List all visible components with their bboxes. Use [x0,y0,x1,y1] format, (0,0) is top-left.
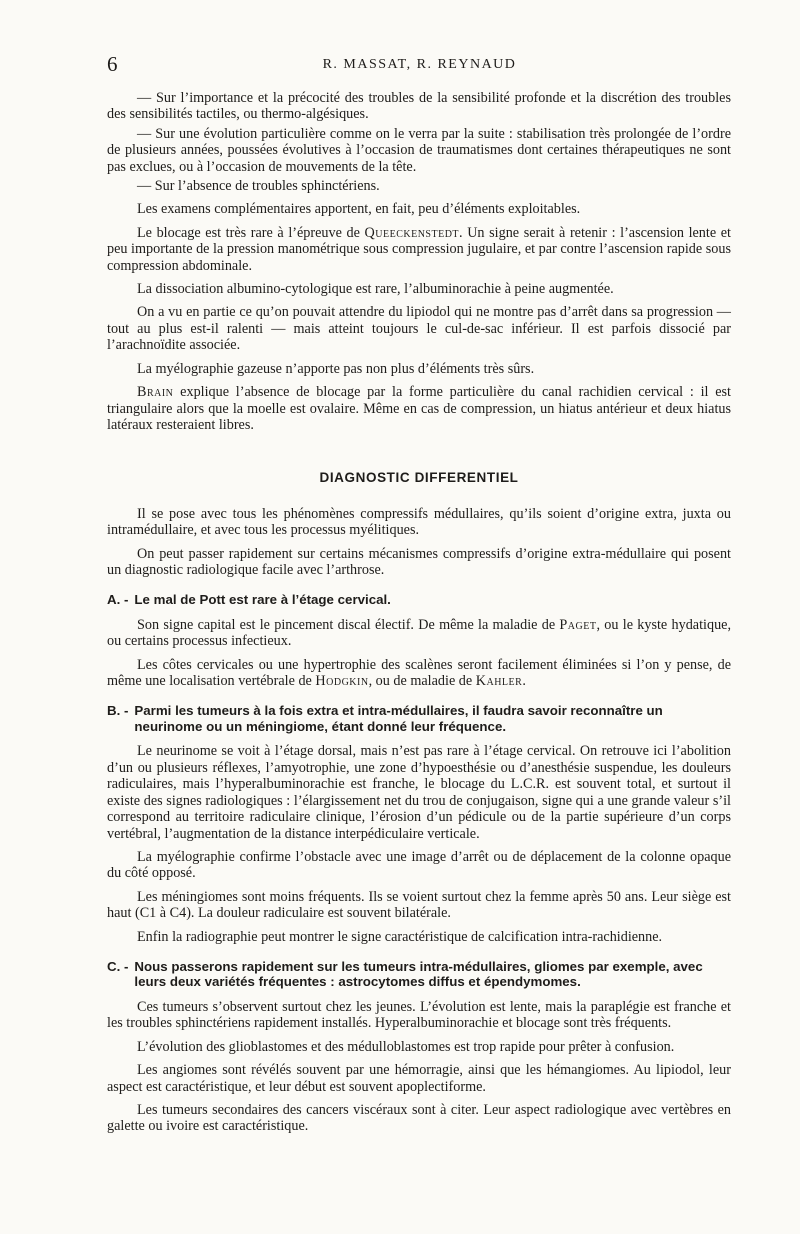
subsection-heading [107,959,731,990]
text-run: Les côtes cervicales ou une hypertrophie des scalènes seront facilement éliminées si l’on y pense, de même une localisation vertébrale de [107,656,731,690]
paragraph: Les angiomes sont révélés souvent par une hémorragie, ainsi que les hémangiomes. Au lipiodol, leur aspect est caractéristique, et leur début est souvent apoplectiforme. [107,1062,731,1095]
paragraph [107,617,731,650]
subsection-label: A. - [107,592,129,608]
author-name: Queeckenstedt [364,224,460,241]
author-name: Hodgkin [315,673,369,690]
author-name: Paget [559,616,597,633]
text-run: . [522,673,526,690]
subsection-heading [107,592,731,608]
paragraph: — Sur une évolution particulière comme on le verra par la suite : stabilisation très prolongée de l’ordre de plusieurs années, poussées évolutives à l’occasion de traumatismes dont certaines thérapeutiques ne sont pas exclues, ou à l’occasion de mouvements de la tête. [107,125,731,175]
subsection-title: Le mal de Pott est rare à l’étage cervical. [134,592,391,608]
paragraph: Les tumeurs secondaires des cancers viscéraux sont à citer. Leur aspect radiologique avec vertèbres en galette ou ivoire est caractéristique. [107,1101,731,1135]
subsection-label: B. - [107,703,129,719]
author-name: Kahler [475,673,523,690]
text-run: Son signe capital est le pincement discal électif. De même la maladie de [137,616,560,633]
paragraph: Les méningiomes sont moins fréquents. Ils se voient surtout chez la femme après 50 ans. Leur siège est haut (C1 à C4). La douleur radiculaire est souvent bilatérale. [107,888,731,922]
paragraph [107,384,731,433]
paragraph [107,657,731,690]
paragraph: — Sur l’absence de troubles sphinctériens. [137,178,380,195]
paragraph: Ces tumeurs s’observent surtout chez les jeunes. L’évolution est lente, mais la paraplégie est franche et les troubles sphinctériens rapidement installés. Hyperalbuminorachie et blocage sont très fréquents. [107,998,731,1032]
subsection-heading [107,703,731,734]
text-run: Le blocage est très rare à l’épreuve de [137,224,365,241]
paragraph: Il se pose avec tous les phénomènes compressifs médullaires, qu’ils soient d’origine extra, juxta ou intramédullaire, et avec tous les processus myélitiques. [107,505,731,539]
running-head: R. MASSAT, R. REYNAUD [322,57,517,72]
subsection-label: C. - [107,958,129,974]
paragraph: Le neurinome se voit à l’étage dorsal, mais n’est pas rare à l’étage cervical. On retrouve ici l’abolition d’un ou plusieurs réflexes, l’amyotrophie, une zone d’hypoesthésie ou d’anesthésie suspendue, les douleurs radiculaires, mais l’hyperalbuminorachie est franche, le blocage du L.C.R. est souvent total, et surtout il existe des signes radiologiques : l’élargissement net du trou de conjugaison, signe qui a une grande valeur s’il correspond au territoire radiculaire clinique, l’érosion d’un pédicule ou de la partie supérieure d’un corps vertébral, l’augmentation de la distance interpédiculaire verticale. [107,743,731,842]
text-run: . Un signe serait à retenir : l’ascension lente et peu importante de la pression manométrique sous compression jugulaire, et par contre l’ascension rapide sous compression abdominale. [107,224,731,274]
author-name: Brain [137,384,174,401]
text-run: explique l’absence de blocage par la forme particulière du canal rachidien cervical : il est triangulaire alors que la moelle est ovalaire. Même en cas de compression, un hiatus antérieur et deux hiatus latéraux resteraient libres. [107,384,731,433]
paragraph: La myélographie confirme l’obstacle avec une image d’arrêt ou de déplacement de la colonne opaque du côté opposé. [107,848,731,882]
page-number: 6 [107,52,118,76]
paragraph: La dissociation albumino-cytologique est rare, l’albuminorachie à peine augmentée. [137,281,614,298]
paragraph: La myélographie gazeuse n’apporte pas non plus d’éléments très sûrs. [137,360,535,377]
paragraph: Enfin la radiographie peut montrer le signe caractéristique de calcification intra-rachidienne. [137,928,663,945]
paragraph: — Sur l’importance et la précocité des troubles de la sensibilité profonde et la discrétion des troubles des sensibilités tactiles, ou thermo-algésiques. [107,90,731,123]
paragraph [107,225,731,274]
text-run: , ou le kyste hydatique, ou certains processus infectieux. [107,616,732,650]
text-run: , ou de maladie de [368,673,476,690]
paragraph: Les examens complémentaires apportent, en fait, peu d’éléments exploitables. [137,201,581,218]
subsection-title: Parmi les tumeurs à la fois extra et intra-médullaires, il faudra savoir reconnaître un neurinome ou un méningiome, étant donné leur fréquence. [134,703,663,734]
subsection-title: Nous passerons rapidement sur les tumeurs intra-médullaires, gliomes par exemple, avec leurs deux variétés fréquentes : astrocytomes diffus et épendymomes. [134,958,703,990]
section-title: DIAGNOSTIC DIFFERENTIEL [319,470,519,486]
body-text [107,90,731,1142]
paragraph: On a vu en partie ce qu’on pouvait attendre du lipiodol qui ne montre pas d’arrêt dans sa progression — tout au plus est-il ralenti — mais atteint toujours le cul-de-sac inférieur. Il est parfois dissocié par l’arachnoïdite associée. [107,304,731,354]
paragraph: L’évolution des glioblastomes et des médulloblastomes est trop rapide pour prêter à confusion. [137,1038,675,1055]
page-header [107,52,732,76]
paragraph: On peut passer rapidement sur certains mécanismes compressifs d’origine extra-médullaire qui posent un diagnostic radiologique facile avec l’arthrose. [107,545,731,578]
